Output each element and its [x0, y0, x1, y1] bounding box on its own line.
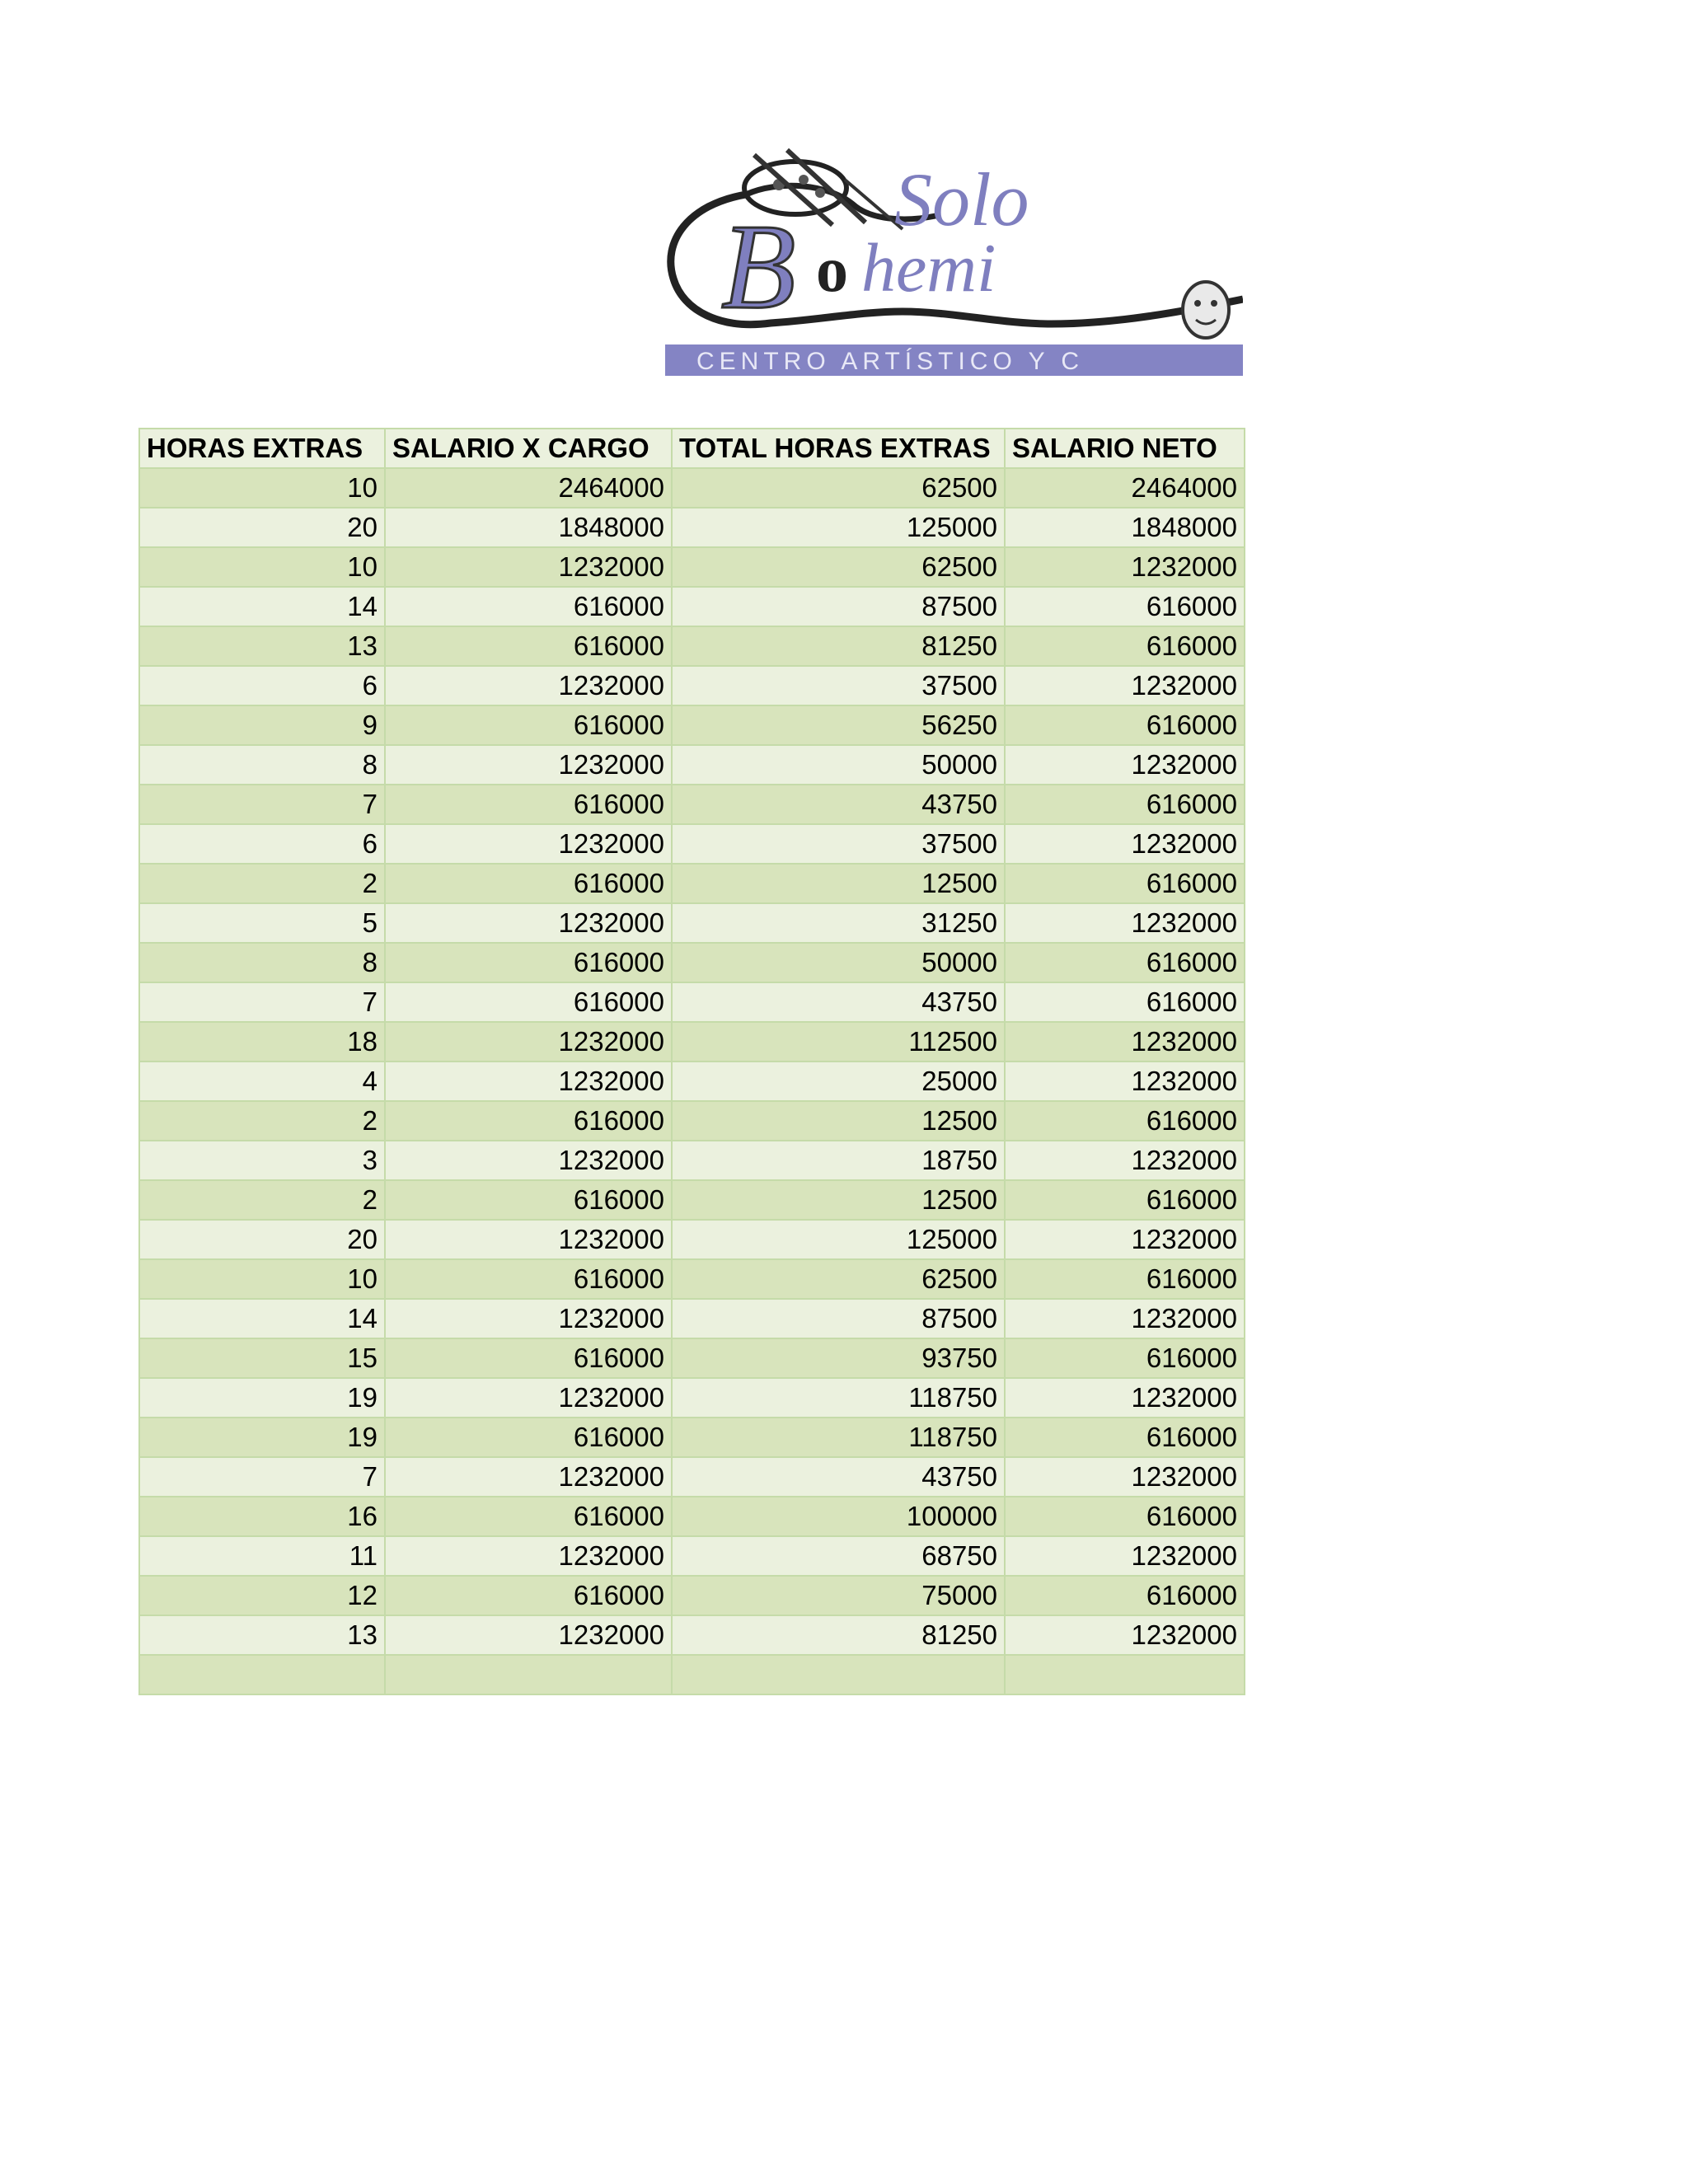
- cell-horas-extras: 5: [139, 903, 385, 943]
- table-row: [139, 547, 1245, 587]
- cell-salario-neto: 616000: [1005, 982, 1245, 1022]
- cell-total-horas-extras: 62500: [672, 468, 1005, 508]
- cell-salario-x-cargo: 2464000: [385, 468, 672, 508]
- cell-total-horas-extras: 100000: [672, 1497, 1005, 1536]
- cell-salario-neto: 1232000: [1005, 1457, 1245, 1497]
- cell-total-horas-extras: 118750: [672, 1378, 1005, 1418]
- cell-total-horas-extras: 68750: [672, 1536, 1005, 1576]
- cell-salario-x-cargo: 616000: [385, 864, 672, 903]
- cell-salario-neto: 616000: [1005, 626, 1245, 666]
- cell-total-horas-extras: 25000: [672, 1062, 1005, 1101]
- table-row: [139, 666, 1245, 705]
- cell-horas-extras: 10: [139, 468, 385, 508]
- cell-salario-neto: 616000: [1005, 705, 1245, 745]
- cell-salario-x-cargo: 616000: [385, 705, 672, 745]
- table-row: [139, 1180, 1245, 1220]
- cell-salario-neto: 1232000: [1005, 903, 1245, 943]
- table-row: [139, 508, 1245, 547]
- cell-total-horas-extras: 43750: [672, 1457, 1005, 1497]
- table-row: [139, 785, 1245, 824]
- cell-salario-x-cargo: 616000: [385, 1259, 672, 1299]
- table-row: [139, 943, 1245, 982]
- table-row: [139, 1497, 1245, 1536]
- header-salario-x-cargo: SALARIO X CARGO: [385, 429, 672, 468]
- table-row: [139, 468, 1245, 508]
- cell-horas-extras: 10: [139, 1259, 385, 1299]
- cell-salario-neto: 616000: [1005, 1497, 1245, 1536]
- cell-salario-neto: 1232000: [1005, 547, 1245, 587]
- cell-salario-x-cargo: 1232000: [385, 1141, 672, 1180]
- cell-total-horas-extras: 43750: [672, 785, 1005, 824]
- cell-total-horas-extras: 12500: [672, 1101, 1005, 1141]
- cell-horas-extras: 14: [139, 1299, 385, 1338]
- cell-salario-neto: 616000: [1005, 1338, 1245, 1378]
- cell-salario-neto: 1232000: [1005, 1536, 1245, 1576]
- cell-salario-x-cargo: 1232000: [385, 1378, 672, 1418]
- company-logo: [655, 147, 1243, 380]
- cell-total-horas-extras: 81250: [672, 626, 1005, 666]
- table-row: [139, 626, 1245, 666]
- table-row: [139, 1576, 1245, 1615]
- cell-horas-extras: 11: [139, 1536, 385, 1576]
- cell-salario-neto: 1232000: [1005, 824, 1245, 864]
- cell-horas-extras: 9: [139, 705, 385, 745]
- cell-horas-extras: 6: [139, 666, 385, 705]
- table-row: [139, 1062, 1245, 1101]
- cell-salario-x-cargo: 616000: [385, 1180, 672, 1220]
- cell-total-horas-extras: 118750: [672, 1418, 1005, 1457]
- cell-salario-x-cargo: [385, 1655, 672, 1694]
- table-row: [139, 903, 1245, 943]
- table-row: [139, 1259, 1245, 1299]
- cell-total-horas-extras: 50000: [672, 745, 1005, 785]
- cell-horas-extras: 4: [139, 1062, 385, 1101]
- cell-salario-x-cargo: 1232000: [385, 1299, 672, 1338]
- cell-salario-x-cargo: 616000: [385, 1418, 672, 1457]
- cell-total-horas-extras: 31250: [672, 903, 1005, 943]
- cell-total-horas-extras: 43750: [672, 982, 1005, 1022]
- cell-salario-neto: 1232000: [1005, 1299, 1245, 1338]
- header-total-horas-extras: TOTAL HORAS EXTRAS: [672, 429, 1005, 468]
- cell-horas-extras: 7: [139, 982, 385, 1022]
- cell-total-horas-extras: 125000: [672, 508, 1005, 547]
- cell-horas-extras: 3: [139, 1141, 385, 1180]
- cell-salario-neto: 1232000: [1005, 1022, 1245, 1062]
- logo-letter-b: B: [721, 199, 796, 335]
- table-row: [139, 1220, 1245, 1259]
- cell-salario-neto: 1232000: [1005, 1141, 1245, 1180]
- cell-salario-x-cargo: 1232000: [385, 1457, 672, 1497]
- cell-salario-neto: 616000: [1005, 943, 1245, 982]
- table-row: [139, 1299, 1245, 1338]
- table-row: [139, 745, 1245, 785]
- cell-salario-neto: 616000: [1005, 1101, 1245, 1141]
- cell-horas-extras: 20: [139, 508, 385, 547]
- cell-salario-x-cargo: 616000: [385, 982, 672, 1022]
- cell-horas-extras: 13: [139, 626, 385, 666]
- table-row: [139, 1101, 1245, 1141]
- header-salario-neto: SALARIO NETO: [1005, 429, 1245, 468]
- cell-horas-extras: 2: [139, 864, 385, 903]
- cell-salario-x-cargo: 616000: [385, 1497, 672, 1536]
- cell-total-horas-extras: 81250: [672, 1615, 1005, 1655]
- cell-horas-extras: 2: [139, 1101, 385, 1141]
- cell-total-horas-extras: 62500: [672, 1259, 1005, 1299]
- cell-total-horas-extras: 12500: [672, 1180, 1005, 1220]
- cell-salario-x-cargo: 1232000: [385, 1062, 672, 1101]
- cell-salario-x-cargo: 1232000: [385, 903, 672, 943]
- theater-masks-icon: [1183, 282, 1229, 338]
- logo-letter-o: o: [816, 233, 848, 305]
- cell-total-horas-extras: 50000: [672, 943, 1005, 982]
- cell-salario-x-cargo: 1232000: [385, 1536, 672, 1576]
- cell-total-horas-extras: 56250: [672, 705, 1005, 745]
- table-body: [139, 468, 1245, 1694]
- cell-total-horas-extras: 87500: [672, 1299, 1005, 1338]
- cell-salario-neto: 1848000: [1005, 508, 1245, 547]
- cell-horas-extras: 10: [139, 547, 385, 587]
- cell-total-horas-extras: 93750: [672, 1338, 1005, 1378]
- cell-horas-extras: 13: [139, 1615, 385, 1655]
- cell-salario-neto: 2464000: [1005, 468, 1245, 508]
- table-row: [139, 1418, 1245, 1457]
- cell-salario-neto: [1005, 1655, 1245, 1694]
- cell-salario-x-cargo: 616000: [385, 943, 672, 982]
- cell-total-horas-extras: 12500: [672, 864, 1005, 903]
- cell-horas-extras: 8: [139, 745, 385, 785]
- table-row: [139, 864, 1245, 903]
- cell-horas-extras: 16: [139, 1497, 385, 1536]
- cell-total-horas-extras: [672, 1655, 1005, 1694]
- cell-total-horas-extras: 18750: [672, 1141, 1005, 1180]
- cell-salario-x-cargo: 1232000: [385, 824, 672, 864]
- cell-horas-extras: 6: [139, 824, 385, 864]
- salary-sheet: [138, 428, 1244, 1695]
- cell-salario-x-cargo: 616000: [385, 1576, 672, 1615]
- cell-total-horas-extras: 62500: [672, 547, 1005, 587]
- cell-total-horas-extras: 87500: [672, 587, 1005, 626]
- table-row: [139, 705, 1245, 745]
- cell-horas-extras: 19: [139, 1378, 385, 1418]
- cell-salario-neto: 616000: [1005, 864, 1245, 903]
- table-row: [139, 1338, 1245, 1378]
- cell-salario-x-cargo: 616000: [385, 785, 672, 824]
- cell-salario-x-cargo: 1232000: [385, 666, 672, 705]
- cell-salario-neto: 616000: [1005, 1418, 1245, 1457]
- cell-salario-x-cargo: 616000: [385, 587, 672, 626]
- table-row: [139, 1536, 1245, 1576]
- cell-horas-extras: 8: [139, 943, 385, 982]
- cell-horas-extras: 15: [139, 1338, 385, 1378]
- cell-salario-x-cargo: 1232000: [385, 745, 672, 785]
- cell-horas-extras: 18: [139, 1022, 385, 1062]
- cell-salario-x-cargo: 1232000: [385, 1220, 672, 1259]
- header-horas-extras: HORAS EXTRAS: [139, 429, 385, 468]
- cell-horas-extras: 20: [139, 1220, 385, 1259]
- cell-salario-x-cargo: 1848000: [385, 508, 672, 547]
- cell-salario-neto: 1232000: [1005, 1378, 1245, 1418]
- cell-salario-neto: 1232000: [1005, 1220, 1245, 1259]
- table-row: [139, 1615, 1245, 1655]
- cell-salario-neto: 616000: [1005, 785, 1245, 824]
- table-row: [139, 587, 1245, 626]
- cell-horas-extras: 12: [139, 1576, 385, 1615]
- cell-salario-neto: 616000: [1005, 1180, 1245, 1220]
- table-row: [139, 1457, 1245, 1497]
- table-row: [139, 824, 1245, 864]
- cell-salario-x-cargo: 616000: [385, 1101, 672, 1141]
- cell-salario-neto: 616000: [1005, 1576, 1245, 1615]
- logo-word-hemi: hemi: [861, 230, 996, 307]
- cell-salario-x-cargo: 616000: [385, 626, 672, 666]
- logo-banner-text: CENTRO ARTÍSTICO Y C: [696, 348, 1085, 375]
- cell-total-horas-extras: 37500: [672, 824, 1005, 864]
- cell-salario-neto: 1232000: [1005, 1062, 1245, 1101]
- logo-word-solo: Solo: [894, 157, 1029, 241]
- cell-total-horas-extras: 75000: [672, 1576, 1005, 1615]
- cell-salario-x-cargo: 1232000: [385, 547, 672, 587]
- salary-table: [138, 428, 1245, 1695]
- cell-salario-neto: 616000: [1005, 587, 1245, 626]
- cell-horas-extras: 14: [139, 587, 385, 626]
- cell-horas-extras: 7: [139, 1457, 385, 1497]
- cell-salario-neto: 616000: [1005, 1259, 1245, 1299]
- cell-total-horas-extras: 125000: [672, 1220, 1005, 1259]
- table-row: [139, 1022, 1245, 1062]
- cell-horas-extras: 7: [139, 785, 385, 824]
- cell-total-horas-extras: 112500: [672, 1022, 1005, 1062]
- cell-horas-extras: 19: [139, 1418, 385, 1457]
- cell-salario-x-cargo: 1232000: [385, 1615, 672, 1655]
- cell-salario-neto: 1232000: [1005, 1615, 1245, 1655]
- cell-salario-neto: 1232000: [1005, 745, 1245, 785]
- table-row: [139, 1378, 1245, 1418]
- cell-total-horas-extras: 37500: [672, 666, 1005, 705]
- table-row: [139, 1141, 1245, 1180]
- cell-salario-x-cargo: 1232000: [385, 1022, 672, 1062]
- table-row: [139, 1655, 1245, 1694]
- cell-salario-x-cargo: 616000: [385, 1338, 672, 1378]
- cell-horas-extras: 2: [139, 1180, 385, 1220]
- cell-salario-neto: 1232000: [1005, 666, 1245, 705]
- cell-horas-extras: [139, 1655, 385, 1694]
- table-row: [139, 982, 1245, 1022]
- header-row: [139, 429, 1245, 468]
